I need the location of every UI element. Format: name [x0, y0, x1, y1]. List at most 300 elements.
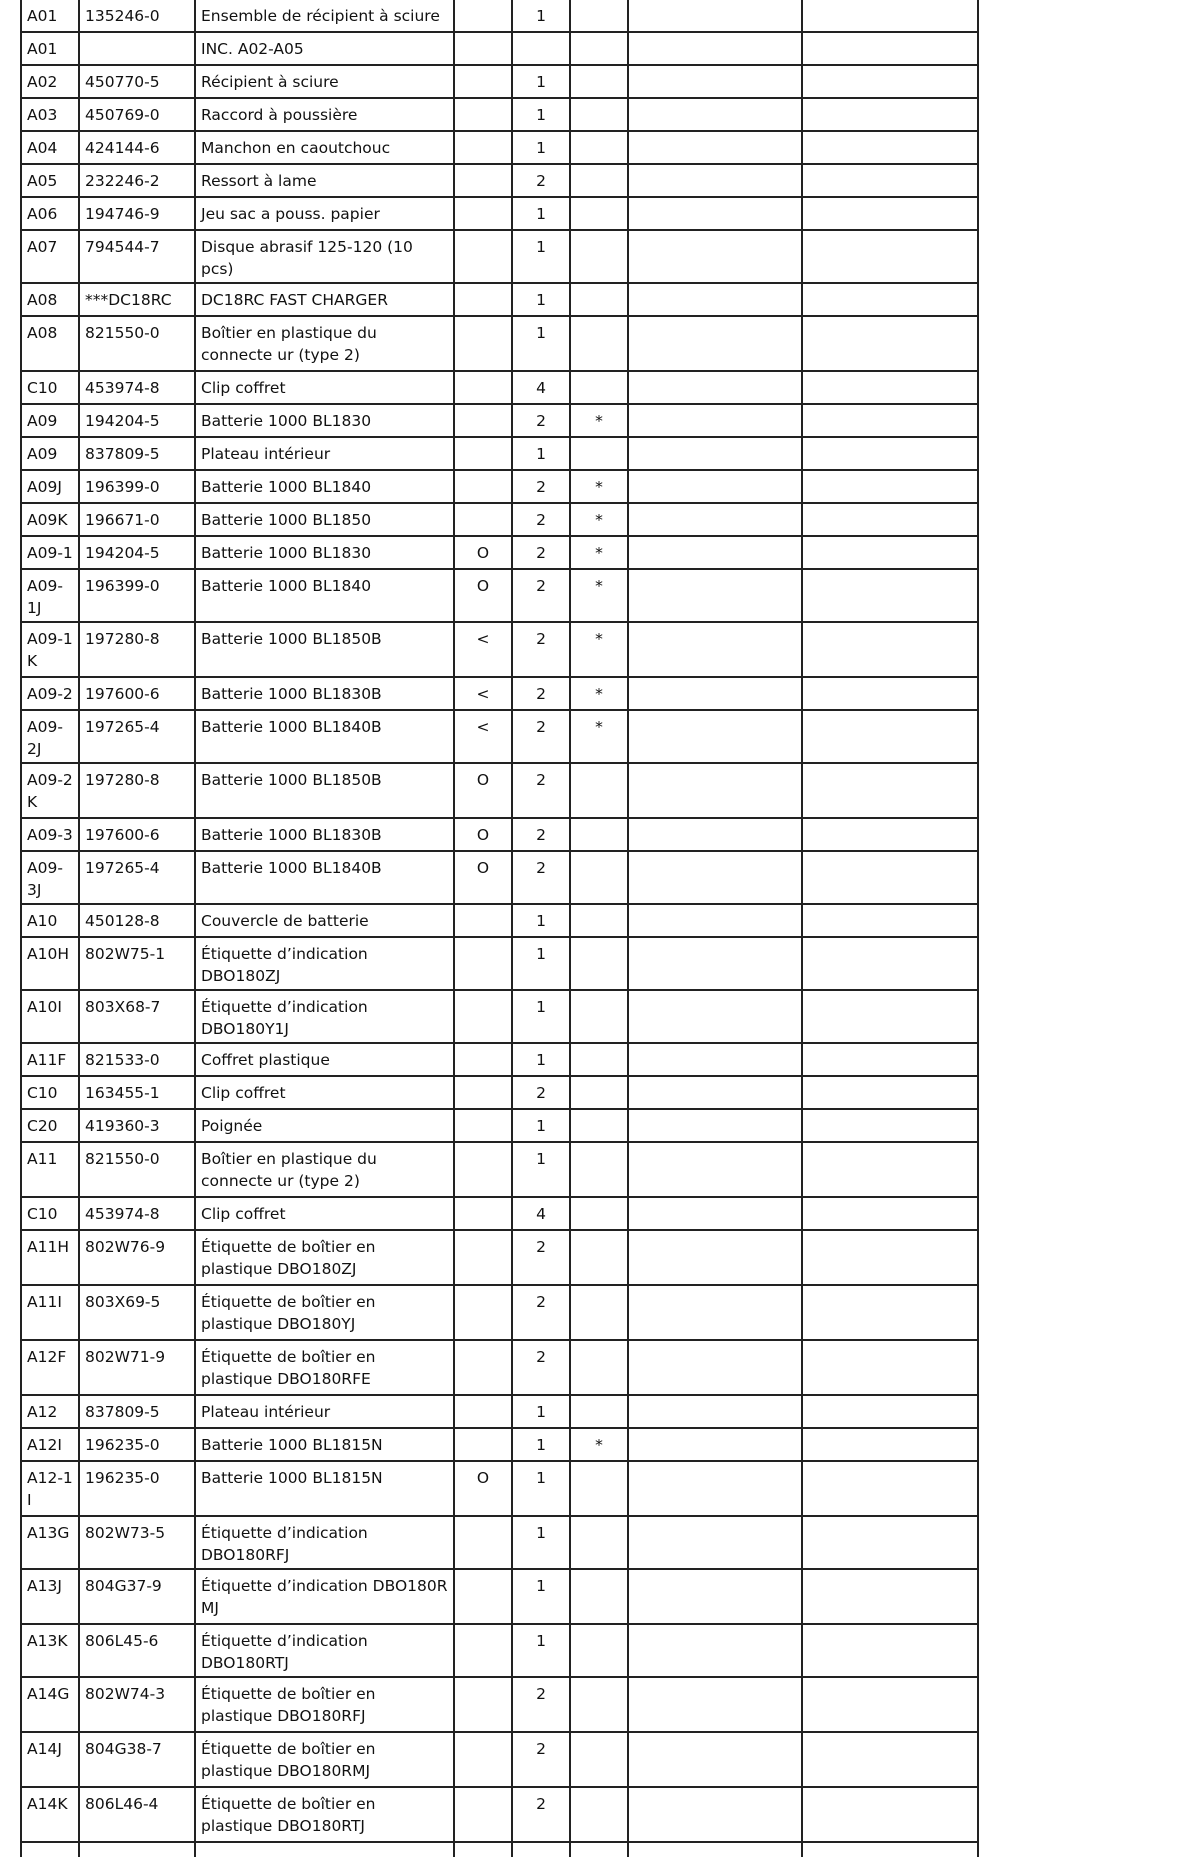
- note-cell: [454, 316, 512, 371]
- note-cell: O: [454, 569, 512, 622]
- part-number-cell: 197280-8: [79, 763, 195, 818]
- part-number-cell: 821550-0: [79, 316, 195, 371]
- empty-cell: [628, 131, 802, 164]
- description-cell: Batterie 1000 BL1850B: [195, 622, 454, 677]
- table-row: [21, 131, 978, 164]
- note-cell: [454, 470, 512, 503]
- empty-cell: [628, 1076, 802, 1109]
- quantity-cell: 2: [512, 569, 570, 622]
- flag-cell: [570, 1569, 628, 1624]
- table-row: [21, 98, 978, 131]
- description-cell: Clip coffret: [195, 1197, 454, 1230]
- empty-cell: [628, 851, 802, 904]
- empty-cell: [802, 904, 978, 937]
- table-row: [21, 1230, 978, 1285]
- empty-cell: [802, 1428, 978, 1461]
- empty-cell: [79, 1842, 195, 1857]
- empty-cell: [628, 404, 802, 437]
- table-row: [21, 1142, 978, 1197]
- description-cell: Boîtier en plastique du connecte ur (type 2): [195, 316, 454, 371]
- note-cell: [454, 1395, 512, 1428]
- table-row: [21, 569, 978, 622]
- quantity-cell: 1: [512, 1428, 570, 1461]
- table-row: [21, 622, 978, 677]
- ref-cell: A09J: [21, 470, 79, 503]
- quantity-cell: 2: [512, 677, 570, 710]
- quantity-cell: 4: [512, 371, 570, 404]
- ref-cell: A10I: [21, 990, 79, 1043]
- table-row: [21, 1677, 978, 1732]
- table-row: [21, 0, 978, 32]
- description-cell: Étiquette de boîtier en plastique DBO180RFJ: [195, 1677, 454, 1732]
- table-row: [21, 1461, 978, 1516]
- flag-cell: [570, 164, 628, 197]
- empty-cell: [802, 536, 978, 569]
- empty-cell: [628, 0, 802, 32]
- quantity-cell: 1: [512, 230, 570, 283]
- empty-cell: [628, 371, 802, 404]
- flag-cell: *: [570, 569, 628, 622]
- note-cell: [454, 1109, 512, 1142]
- quantity-cell: 1: [512, 990, 570, 1043]
- empty-cell: [802, 371, 978, 404]
- note-cell: [454, 1569, 512, 1624]
- ref-cell: A10: [21, 904, 79, 937]
- flag-cell: [570, 437, 628, 470]
- empty-cell: [802, 710, 978, 763]
- note-cell: [454, 283, 512, 316]
- note-cell: [454, 32, 512, 65]
- empty-cell: [628, 677, 802, 710]
- quantity-cell: 2: [512, 1230, 570, 1285]
- note-cell: [454, 1787, 512, 1842]
- empty-cell: [628, 1624, 802, 1677]
- description-cell: Plateau intérieur: [195, 437, 454, 470]
- ref-cell: A03: [21, 98, 79, 131]
- flag-cell: [570, 1285, 628, 1340]
- empty-cell: [195, 1842, 454, 1857]
- empty-cell: [628, 197, 802, 230]
- ref-cell: A09-2 K: [21, 763, 79, 818]
- ref-cell: A14G: [21, 1677, 79, 1732]
- note-cell: [454, 404, 512, 437]
- empty-cell: [802, 1395, 978, 1428]
- table-row: [21, 1395, 978, 1428]
- flag-cell: [570, 1076, 628, 1109]
- note-cell: [454, 1516, 512, 1569]
- part-number-cell: 197600-6: [79, 677, 195, 710]
- quantity-cell: 1: [512, 283, 570, 316]
- flag-cell: [570, 283, 628, 316]
- empty-cell: [802, 1677, 978, 1732]
- empty-cell: [802, 1109, 978, 1142]
- flag-cell: *: [570, 404, 628, 437]
- quantity-cell: 2: [512, 536, 570, 569]
- empty-cell: [802, 1340, 978, 1395]
- ref-cell: A10H: [21, 937, 79, 990]
- flag-cell: *: [570, 677, 628, 710]
- description-cell: Disque abrasif 125-120 (10 pcs): [195, 230, 454, 283]
- part-number-cell: 194204-5: [79, 404, 195, 437]
- table-row: [21, 230, 978, 283]
- ref-cell: A12: [21, 1395, 79, 1428]
- description-cell: Boîtier en plastique du connecte ur (type 2): [195, 1142, 454, 1197]
- description-cell: Batterie 1000 BL1830B: [195, 677, 454, 710]
- empty-cell: [802, 1043, 978, 1076]
- table-row: [21, 1787, 978, 1842]
- quantity-cell: 1: [512, 1109, 570, 1142]
- empty-cell: [628, 1516, 802, 1569]
- part-number-cell: 804G38-7: [79, 1732, 195, 1787]
- description-cell: Étiquette d’indication DBO180RTJ: [195, 1624, 454, 1677]
- empty-cell: [802, 470, 978, 503]
- quantity-cell: 1: [512, 98, 570, 131]
- quantity-cell: 2: [512, 622, 570, 677]
- ref-cell: A14J: [21, 1732, 79, 1787]
- quantity-cell: 4: [512, 1197, 570, 1230]
- note-cell: [454, 1197, 512, 1230]
- ref-cell: A11F: [21, 1043, 79, 1076]
- part-number-cell: 450769-0: [79, 98, 195, 131]
- ref-cell: A08: [21, 283, 79, 316]
- note-cell: [454, 230, 512, 283]
- flag-cell: [570, 316, 628, 371]
- table-row: [21, 65, 978, 98]
- empty-cell: [628, 437, 802, 470]
- empty-cell: [628, 1285, 802, 1340]
- ref-cell: A13G: [21, 1516, 79, 1569]
- description-cell: Étiquette d’indication DBO180RFJ: [195, 1516, 454, 1569]
- description-cell: Coffret plastique: [195, 1043, 454, 1076]
- flag-cell: [570, 1395, 628, 1428]
- part-number-cell: 419360-3: [79, 1109, 195, 1142]
- flag-cell: *: [570, 470, 628, 503]
- part-number-cell: 450128-8: [79, 904, 195, 937]
- ref-cell: A09-3J: [21, 851, 79, 904]
- empty-cell: [628, 536, 802, 569]
- empty-cell: [628, 622, 802, 677]
- quantity-cell: 2: [512, 470, 570, 503]
- quantity-cell: 1: [512, 904, 570, 937]
- note-cell: <: [454, 677, 512, 710]
- flag-cell: [570, 1109, 628, 1142]
- note-cell: O: [454, 851, 512, 904]
- flag-cell: [570, 371, 628, 404]
- empty-cell: [802, 851, 978, 904]
- note-cell: O: [454, 1461, 512, 1516]
- empty-cell: [628, 1142, 802, 1197]
- quantity-cell: 1: [512, 1569, 570, 1624]
- description-cell: Étiquette d’indication DBO180R MJ: [195, 1569, 454, 1624]
- part-number-cell: 197280-8: [79, 622, 195, 677]
- ref-cell: A09-2: [21, 677, 79, 710]
- empty-cell: [802, 437, 978, 470]
- note-cell: <: [454, 622, 512, 677]
- flag-cell: [570, 98, 628, 131]
- quantity-cell: 2: [512, 1076, 570, 1109]
- note-cell: [454, 164, 512, 197]
- flag-cell: [570, 1461, 628, 1516]
- description-cell: Batterie 1000 BL1840B: [195, 710, 454, 763]
- flag-cell: [570, 1516, 628, 1569]
- empty-cell: [628, 937, 802, 990]
- description-cell: Jeu sac a pouss. papier: [195, 197, 454, 230]
- flag-cell: [570, 1043, 628, 1076]
- description-cell: Batterie 1000 BL1815N: [195, 1461, 454, 1516]
- empty-cell: [802, 1842, 978, 1857]
- note-cell: O: [454, 818, 512, 851]
- description-cell: Batterie 1000 BL1840: [195, 470, 454, 503]
- empty-cell: [802, 1732, 978, 1787]
- flag-cell: [570, 1624, 628, 1677]
- description-cell: Batterie 1000 BL1830: [195, 404, 454, 437]
- empty-cell: [570, 1842, 628, 1857]
- empty-cell: [454, 1842, 512, 1857]
- description-cell: Batterie 1000 BL1815N: [195, 1428, 454, 1461]
- flag-cell: *: [570, 1428, 628, 1461]
- description-cell: Batterie 1000 BL1850: [195, 503, 454, 536]
- part-number-cell: 802W76-9: [79, 1230, 195, 1285]
- part-number-cell: 196235-0: [79, 1461, 195, 1516]
- description-cell: Étiquette de boîtier en plastique DBO180RMJ: [195, 1732, 454, 1787]
- flag-cell: [570, 1197, 628, 1230]
- description-cell: Étiquette d’indication DBO180ZJ: [195, 937, 454, 990]
- flag-cell: [570, 1787, 628, 1842]
- table-row: [21, 503, 978, 536]
- ref-cell: A11I: [21, 1285, 79, 1340]
- quantity-cell: 1: [512, 1516, 570, 1569]
- part-number-cell: 194204-5: [79, 536, 195, 569]
- empty-cell: [628, 1395, 802, 1428]
- part-number-cell: 197265-4: [79, 710, 195, 763]
- flag-cell: [570, 0, 628, 32]
- empty-cell: [802, 1142, 978, 1197]
- table-row: [21, 1732, 978, 1787]
- quantity-cell: 1: [512, 1624, 570, 1677]
- empty-cell: [628, 503, 802, 536]
- ref-cell: A07: [21, 230, 79, 283]
- quantity-cell: 1: [512, 316, 570, 371]
- ref-cell: A02: [21, 65, 79, 98]
- table-row: [21, 164, 978, 197]
- part-number-cell: 794544-7: [79, 230, 195, 283]
- flag-cell: *: [570, 710, 628, 763]
- part-number-cell: 804G37-9: [79, 1569, 195, 1624]
- note-cell: [454, 904, 512, 937]
- empty-cell: [802, 98, 978, 131]
- parts-list-sheet: [20, 0, 977, 1857]
- empty-cell: [802, 197, 978, 230]
- note-cell: [454, 371, 512, 404]
- empty-cell: [628, 1340, 802, 1395]
- ref-cell: A12I: [21, 1428, 79, 1461]
- flag-cell: *: [570, 622, 628, 677]
- note-cell: [454, 1732, 512, 1787]
- flag-cell: [570, 230, 628, 283]
- ref-cell: A08: [21, 316, 79, 371]
- description-cell: Manchon en caoutchouc: [195, 131, 454, 164]
- description-cell: Étiquette d’indication DBO180Y1J: [195, 990, 454, 1043]
- empty-cell: [802, 818, 978, 851]
- empty-cell: [628, 1569, 802, 1624]
- description-cell: DC18RC FAST CHARGER: [195, 283, 454, 316]
- ref-cell: A11H: [21, 1230, 79, 1285]
- note-cell: [454, 98, 512, 131]
- note-cell: [454, 1043, 512, 1076]
- note-cell: [454, 1340, 512, 1395]
- table-row: [21, 470, 978, 503]
- part-number-cell: 196399-0: [79, 569, 195, 622]
- part-number-cell: 197600-6: [79, 818, 195, 851]
- description-cell: Ensemble de récipient à sciure: [195, 0, 454, 32]
- note-cell: [454, 503, 512, 536]
- table-row: [21, 404, 978, 437]
- ref-cell: C10: [21, 371, 79, 404]
- table-row: [21, 1197, 978, 1230]
- empty-cell: [628, 230, 802, 283]
- description-cell: Batterie 1000 BL1850B: [195, 763, 454, 818]
- note-cell: [454, 65, 512, 98]
- table-row: [21, 763, 978, 818]
- description-cell: Batterie 1000 BL1840B: [195, 851, 454, 904]
- ref-cell: A05: [21, 164, 79, 197]
- ref-cell: A09-1J: [21, 569, 79, 622]
- note-cell: [454, 1624, 512, 1677]
- ref-cell: A11: [21, 1142, 79, 1197]
- description-cell: Étiquette de boîtier en plastique DBO180RTJ: [195, 1787, 454, 1842]
- table-row: [21, 1516, 978, 1569]
- part-number-cell: 450770-5: [79, 65, 195, 98]
- table-row: [21, 536, 978, 569]
- table-row: [21, 1043, 978, 1076]
- part-number-cell: 232246-2: [79, 164, 195, 197]
- empty-cell: [802, 65, 978, 98]
- empty-cell: [802, 230, 978, 283]
- description-cell: Batterie 1000 BL1840: [195, 569, 454, 622]
- empty-cell: [512, 1842, 570, 1857]
- empty-cell: [628, 904, 802, 937]
- empty-cell: [628, 1230, 802, 1285]
- quantity-cell: 1: [512, 1043, 570, 1076]
- flag-cell: [570, 197, 628, 230]
- flag-cell: *: [570, 503, 628, 536]
- note-cell: <: [454, 710, 512, 763]
- note-cell: O: [454, 536, 512, 569]
- ref-cell: A13J: [21, 1569, 79, 1624]
- quantity-cell: 1: [512, 65, 570, 98]
- flag-cell: [570, 1732, 628, 1787]
- table-row: [21, 677, 978, 710]
- flag-cell: [570, 131, 628, 164]
- part-number-cell: ***DC18RC: [79, 283, 195, 316]
- empty-cell: [628, 1043, 802, 1076]
- ref-cell: C20: [21, 1109, 79, 1142]
- part-number-cell: 802W74-3: [79, 1677, 195, 1732]
- part-number-cell: 803X68-7: [79, 990, 195, 1043]
- quantity-cell: 1: [512, 1142, 570, 1197]
- flag-cell: [570, 1142, 628, 1197]
- empty-cell: [802, 316, 978, 371]
- quantity-cell: 2: [512, 1677, 570, 1732]
- description-cell: Batterie 1000 BL1830: [195, 536, 454, 569]
- description-cell: Raccord à poussière: [195, 98, 454, 131]
- table-row: [21, 818, 978, 851]
- empty-cell: [802, 569, 978, 622]
- part-number-cell: 821550-0: [79, 1142, 195, 1197]
- empty-cell: [802, 503, 978, 536]
- table-row: [21, 851, 978, 904]
- flag-cell: [570, 1230, 628, 1285]
- table-row: [21, 1340, 978, 1395]
- table-row: [21, 283, 978, 316]
- empty-cell: [628, 164, 802, 197]
- ref-cell: A09: [21, 437, 79, 470]
- empty-cell: [628, 316, 802, 371]
- quantity-cell: 1: [512, 1395, 570, 1428]
- note-cell: [454, 937, 512, 990]
- empty-cell: [802, 131, 978, 164]
- part-number-cell: 837809-5: [79, 437, 195, 470]
- empty-cell: [628, 1732, 802, 1787]
- quantity-cell: 1: [512, 937, 570, 990]
- description-cell: Clip coffret: [195, 1076, 454, 1109]
- part-number-cell: 196671-0: [79, 503, 195, 536]
- empty-cell: [802, 1197, 978, 1230]
- part-number-cell: 135246-0: [79, 0, 195, 32]
- empty-cell: [628, 1197, 802, 1230]
- flag-cell: [570, 937, 628, 990]
- table-row-continuation: [21, 1842, 978, 1857]
- empty-cell: [802, 677, 978, 710]
- quantity-cell: 1: [512, 0, 570, 32]
- note-cell: [454, 1285, 512, 1340]
- table-row: [21, 904, 978, 937]
- note-cell: [454, 1076, 512, 1109]
- table-row: [21, 197, 978, 230]
- empty-cell: [21, 1842, 79, 1857]
- quantity-cell: 1: [512, 131, 570, 164]
- description-cell: Poignée: [195, 1109, 454, 1142]
- empty-cell: [628, 818, 802, 851]
- quantity-cell: 2: [512, 1732, 570, 1787]
- flag-cell: *: [570, 536, 628, 569]
- quantity-cell: 2: [512, 1340, 570, 1395]
- description-cell: Ressort à lame: [195, 164, 454, 197]
- empty-cell: [628, 470, 802, 503]
- empty-cell: [802, 283, 978, 316]
- flag-cell: [570, 1677, 628, 1732]
- empty-cell: [802, 1787, 978, 1842]
- note-cell: [454, 197, 512, 230]
- note-cell: O: [454, 763, 512, 818]
- empty-cell: [802, 164, 978, 197]
- ref-cell: A01: [21, 32, 79, 65]
- part-number-cell: 837809-5: [79, 1395, 195, 1428]
- part-number-cell: 806L45-6: [79, 1624, 195, 1677]
- empty-cell: [802, 990, 978, 1043]
- empty-cell: [628, 1109, 802, 1142]
- flag-cell: [570, 818, 628, 851]
- empty-cell: [628, 283, 802, 316]
- description-cell: Batterie 1000 BL1830B: [195, 818, 454, 851]
- part-number-cell: 196399-0: [79, 470, 195, 503]
- empty-cell: [628, 1677, 802, 1732]
- empty-cell: [628, 1461, 802, 1516]
- empty-cell: [628, 98, 802, 131]
- quantity-cell: 2: [512, 710, 570, 763]
- quantity-cell: 2: [512, 851, 570, 904]
- note-cell: [454, 1428, 512, 1461]
